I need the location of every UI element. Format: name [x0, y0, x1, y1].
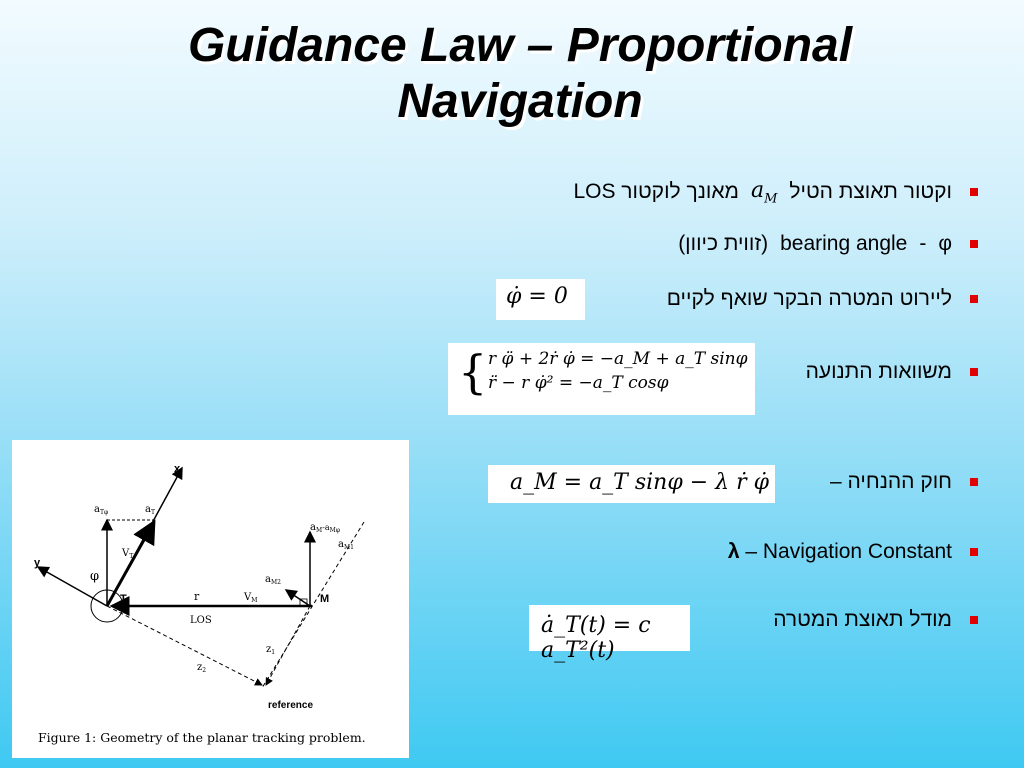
label-x: x [174, 463, 181, 475]
z2-line [107, 606, 262, 685]
navigation-constant-text [728, 540, 952, 564]
bullet-equations-of-motion [806, 360, 978, 384]
formula-text: φ̇ = 0 [506, 284, 568, 309]
navigation-constant-label: – Navigation Constant [745, 540, 952, 563]
bullet-text: ליירוט המטרה הבקר שואף לקיים [666, 287, 952, 310]
bullet-text: חוק ההנחיה – [830, 470, 952, 493]
bullet-target-acceleration-model [773, 608, 978, 632]
formula-phidot-zero [496, 279, 585, 320]
dash: - [919, 232, 927, 255]
bullet-text-after: מאונך לוקטור LOS [573, 180, 739, 204]
label-a-m: $a_M^{-a}_{M\varphi}$ [310, 522, 340, 534]
bullet-marker [970, 188, 978, 196]
bullet-acceleration-vector [573, 178, 978, 206]
bullet-text: מודל תאוצת המטרה [773, 608, 952, 631]
label-M: M [320, 593, 330, 605]
label-a-t: $a_T$ [145, 504, 155, 516]
label-vm: $V_M$ [244, 592, 258, 604]
bearing-angle-hebrew: (זווית כיוון) [678, 232, 769, 255]
formula-equations-of-motion [448, 343, 755, 415]
geometry-diagram [12, 440, 409, 758]
bullet-marker [970, 548, 978, 556]
label-T: T [120, 593, 127, 605]
label-reference: reference [268, 700, 314, 711]
formula-guidance-law [488, 465, 775, 503]
bullet-text: משוואות התנועה [805, 360, 952, 383]
bullet-bearing-angle [678, 232, 978, 256]
label-phi: φ [90, 569, 100, 584]
figure-caption: Figure 1: Geometry of the planar tracking problem. [38, 730, 366, 745]
label-los: LOS [190, 615, 212, 626]
z1-line [266, 606, 310, 685]
geometry-figure [12, 440, 409, 758]
bullet-intercept-condition [667, 287, 978, 311]
phi-symbol: φ [938, 232, 952, 255]
bullet-text: וקטור תאוצת הטיל [789, 180, 952, 204]
label-z2: $z_2$ [197, 662, 207, 674]
bullet-guidance-law [830, 470, 978, 494]
bullet-navigation-constant [728, 540, 978, 564]
vt-vector [107, 522, 154, 606]
label-a-m1: $a_{M1}$ [338, 539, 354, 551]
label-y: y [34, 557, 41, 569]
bullet-marker [970, 240, 978, 248]
label-z1: $z_1$ [266, 644, 276, 656]
equation-line-2: r̈ − r φ̇² = −a_T cosφ [488, 373, 669, 393]
bullet-marker [970, 295, 978, 303]
label-a-t-phi: $a_{T\varphi}$ [94, 504, 109, 516]
bullet-marker [970, 478, 978, 486]
equation-line-1: r φ̈ + 2ṙ φ̇ = −a_M + a_T sinφ [488, 349, 748, 369]
brace: { [458, 345, 488, 399]
math-a-m: $a_M$ [750, 178, 778, 207]
formula-text: a_M = a_T sinφ − λ ṙ φ̇ [510, 470, 770, 495]
lambda-symbol: λ [727, 540, 740, 563]
a-m2-vector [286, 590, 310, 606]
formula-target-acceleration [529, 605, 690, 663]
bearing-angle-term: bearing angle [780, 232, 908, 255]
label-r: r [194, 590, 200, 603]
slide-title [80, 18, 960, 130]
bullet-marker [970, 616, 978, 624]
label-a-m2: $a_{M2}$ [265, 574, 281, 586]
title-line-1: Guidance Law – Proportional [187, 19, 853, 72]
formula-text: ȧ_T(t) = c a_T²(t) [541, 613, 651, 663]
label-vt: $V_T$ [122, 548, 134, 560]
title-line-2: Navigation [397, 75, 643, 128]
bullet-marker [970, 368, 978, 376]
